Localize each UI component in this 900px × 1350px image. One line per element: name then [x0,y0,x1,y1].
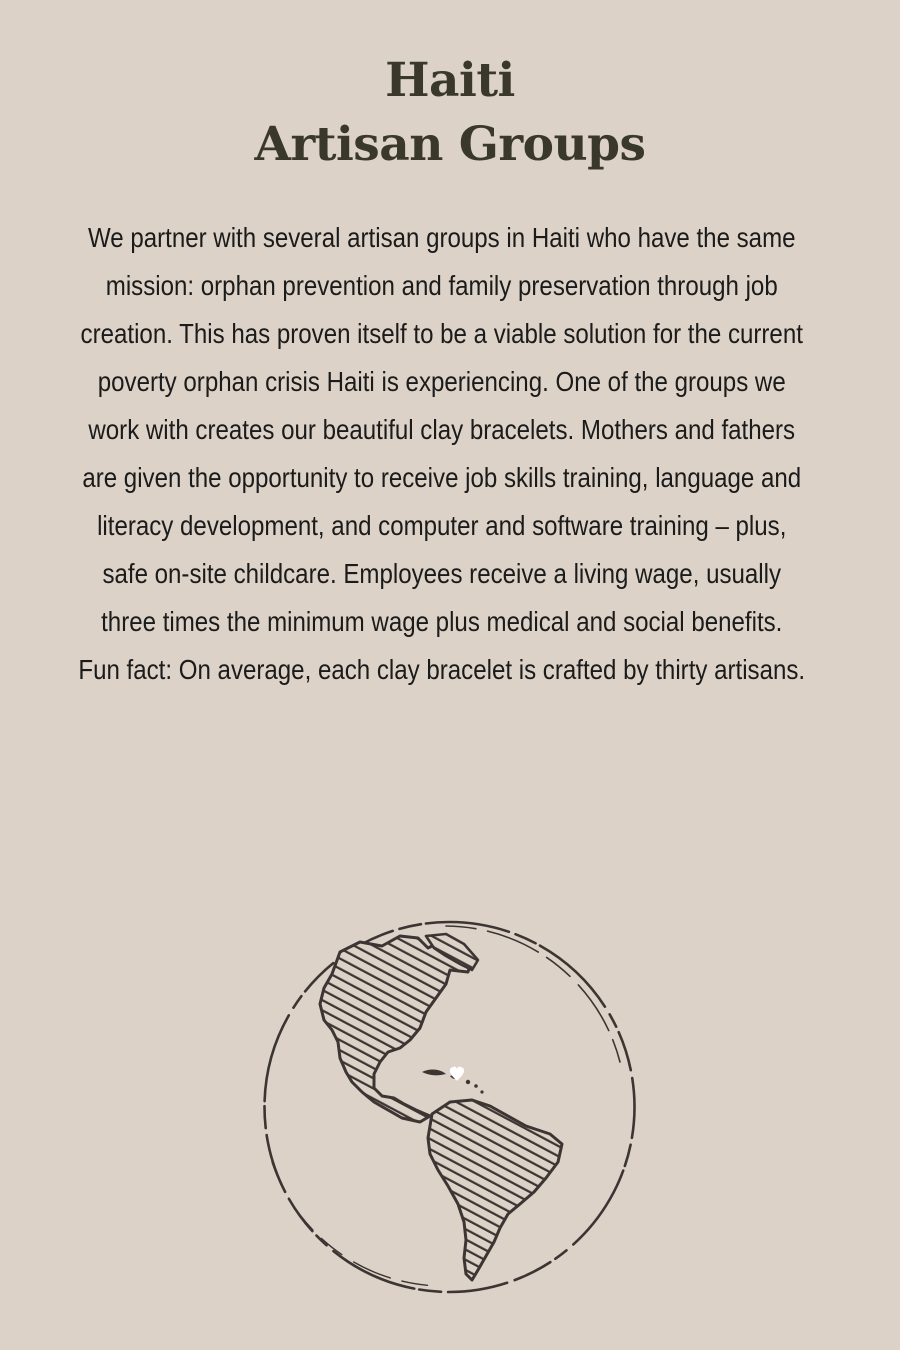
globe-americas-icon [250,912,650,1302]
page-title-line-2: Artisan Groups [254,117,646,172]
south-america-shape [428,1100,562,1280]
north-america-shape [320,936,472,1122]
heart-icon [450,1067,464,1081]
page-title-line-1: Haiti [385,53,515,108]
description-paragraph: We partner with several artisan groups in Haiti who have the same mission: orphan prevention and family preservation through job creation. This has proven itself to be a viable solution for the current poverty orphan crisis Haiti is experiencing. One of the groups we work with creates our beautiful clay bracelets. Mothers and fathers are given the opportunity to receive job skills training, language and literacy development, and computer and software training – plus, safe on-site childcare. Employees receive a living wage, usually three times the minimum wage plus medical and social benefits. Fun fact: On average, each clay bracelet is crafted by thirty artisans. [78,222,806,685]
globe-illustration [250,912,650,1302]
